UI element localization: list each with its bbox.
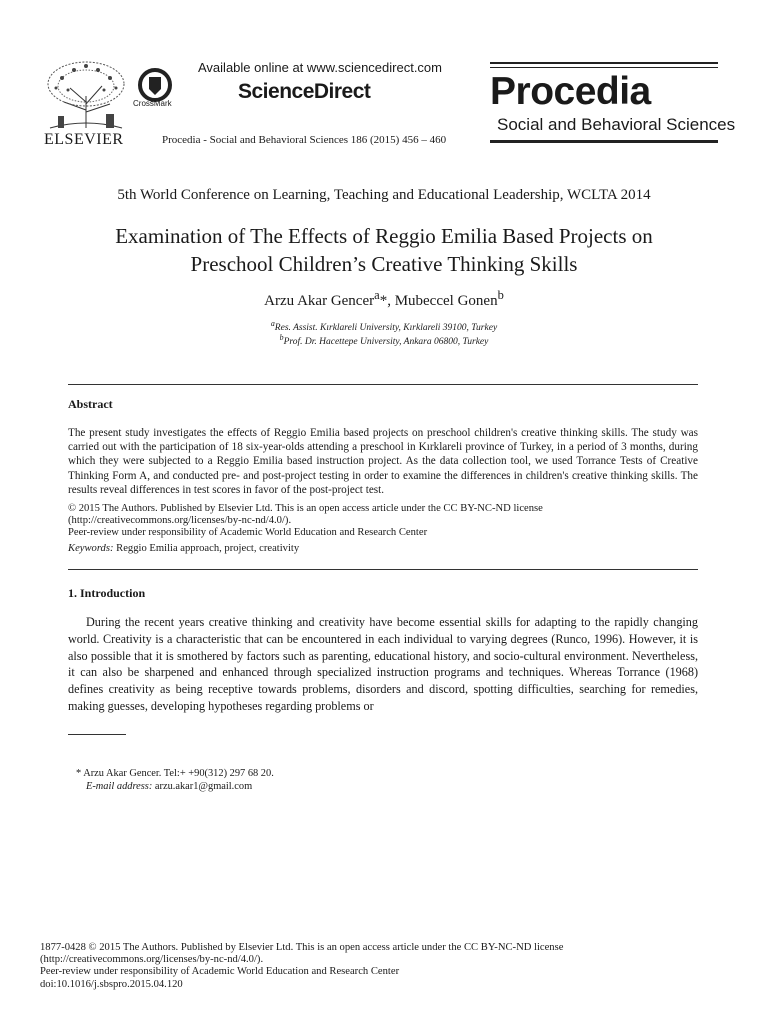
author-list [0,288,768,310]
page-footer [40,942,740,991]
license-link[interactable]: (http://creativecommons.org/licenses/by-nc-nd/4.0/). [68,515,292,526]
title-line: Examination of The Effects of Reggio Emilia Based Projects on [115,224,653,248]
keywords-list: Reggio Emilia approach, project, creativity [113,543,300,554]
affiliation [0,333,768,347]
keywords [68,543,299,554]
affiliation-mark: b [279,333,284,342]
affiliation-text: Prof. Dr. Hacettepe University, Ankara 06800, Turkey [283,337,489,348]
email-label: E-mail address: [86,781,153,792]
conference-name: 5th World Conference on Learning, Teaching and Educational Leadership, WCLTA 2014 [117,187,651,203]
author-name: Arzu Akar Gencer [264,293,375,309]
procedia-rule [490,140,718,143]
elsevier-wordmark: ELSEVIER [44,131,124,148]
affiliation-text: Res. Assist. Kırklareli University, Kırklareli 39100, Turkey [274,323,498,334]
journal-citation: Procedia - Social and Behavioral Sciences 186 (2015) 456 – 460 [162,134,447,146]
footer-peer-review: Peer-review under responsibility of Academic World Education and Research Center [40,966,400,978]
affiliation-mark: a [270,319,275,328]
corresponding-mark: * [379,293,388,309]
introduction-text: During the recent years creative thinking and creativity have become essential skills for adapting to the rapidly changing world. Creativity is a characteristic that can be encountered in each individual to varying degrees (Runco, 1996). However, it is also possible that it is smothered by factors such as parenting, educational history, and socio-cultural environment. Nevertheless, it can also be sharpened and enhanced through specialized instruction programs and techniques. Whereas Torrance (1968) defines creativity as being receptive towards problems, disorders and discord, spotting difficulties, searching for remedies, making guesses, developing hypotheses regarding problems or [68,615,698,713]
abstract-heading: Abstract [68,397,113,411]
footer-issn-line: 1877-0428 © 2015 The Authors. Published by Elsevier Ltd. This is an open access article under the CC BY-NC-ND license [40,942,564,953]
footnote-divider [68,734,126,735]
section-divider [68,569,698,570]
author-affiliation-mark: b [497,288,504,302]
author-affiliation-mark: a [374,288,380,302]
procedia-rule [490,62,718,64]
email-address[interactable]: arzu.akar1@gmail.com [152,781,253,792]
author-name: Mubeccel Gonen [394,293,498,309]
copyright-block [68,503,698,539]
available-online-link[interactable]: Available online at www.sciencedirect.com [198,60,442,75]
email-note [86,781,252,792]
keywords-label: Keywords: [68,543,114,554]
footer-doi[interactable]: doi:10.1016/j.sbspro.2015.04.120 [40,978,183,990]
procedia-rule [490,67,718,68]
corresponding-author-note: * Arzu Akar Gencer. Tel:+ +90(312) 297 68 20. [76,768,274,779]
crossmark-label: CrossMark [133,99,172,108]
title-line: Preschool Children’s Creative Thinking Skills [190,252,578,276]
affiliation [0,319,768,333]
footer-license-link[interactable]: (http://creativecommons.org/licenses/by-nc-nd/4.0/). [40,954,264,966]
copyright-line: © 2015 The Authors. Published by Elsevier Ltd. This is an open access article under the CC BY-NC-ND license [68,503,543,514]
introduction-heading: 1. Introduction [68,586,146,600]
section-divider [68,384,698,385]
abstract-text: The present study investigates the effects of Reggio Emilia based projects on preschool children's creative thinking skills. The study was carried out with the participation of 18 six-year-olds attending a preschool in Kırklareli province of Turkey, in a period of 3 months, during which they were subjected to a Reggio Emilia based instruction project. As the data collection tool, we used Torrance Tests of Creative Thinking Form A, and conducted pre- and post-project testing in order to examine the differences in children's creative thinking skills. The results reveal differences in test scores in favor of the post-project test. [68,427,698,496]
paper-title [0,222,768,278]
sciencedirect-logo[interactable]: ScienceDirect [238,80,371,103]
procedia-subtitle: Social and Behavioral Sciences [497,115,736,134]
author-separator: , [387,293,395,309]
peer-review-note: Peer-review under responsibility of Academic World Education and Research Center [68,527,428,538]
procedia-title: Procedia [490,70,651,113]
